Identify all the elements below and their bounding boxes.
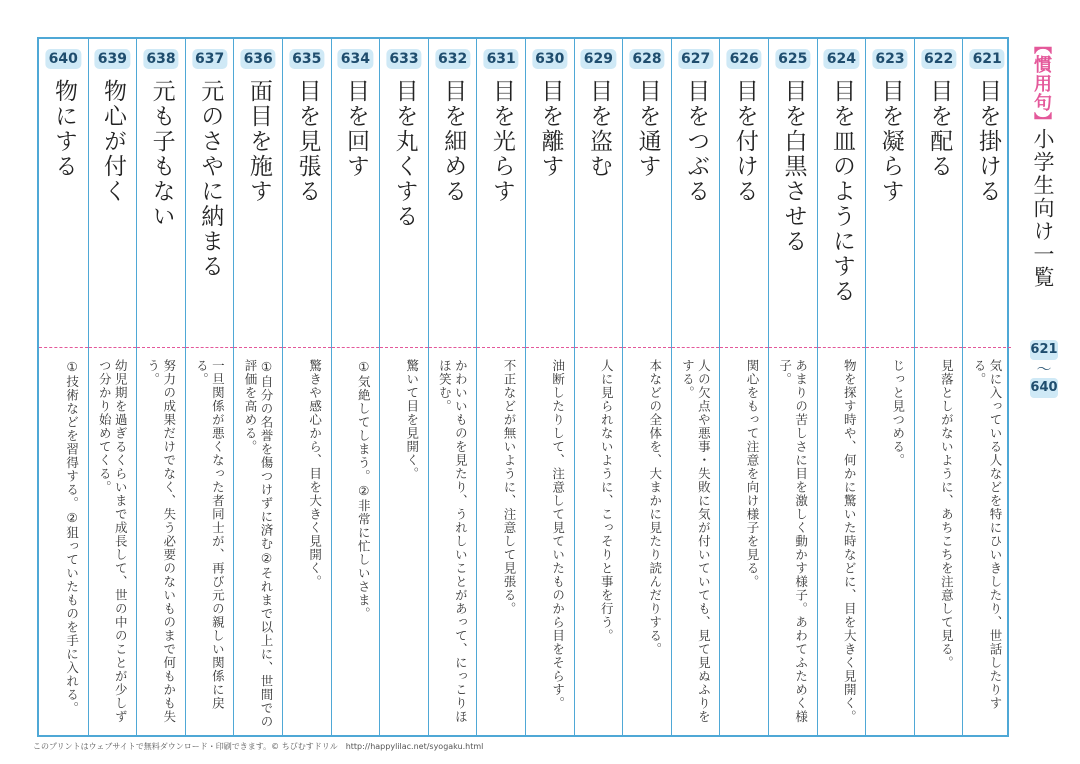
idiom-meaning: ①気絶してしまう。②非常に忙しいさま。 [356,359,372,621]
idiom-column [768,39,817,735]
idiom-number: 639 [95,49,130,69]
idiom-number: 635 [289,49,324,69]
idiom-column [331,39,380,735]
idiom-number: 625 [775,49,810,69]
idiom-number: 624 [824,49,859,69]
idiom-text: 物にする [50,79,77,179]
dashed-divider [283,347,331,348]
idiom-meaning: あまりの苦しさに目を激しく動かす様子。あわてふためく様子。 [777,359,809,724]
idiom-text: 目を回す [343,79,370,179]
idiom-number: 631 [484,49,519,69]
idiom-meaning: 関心をもって注意を向け様子を見る。 [744,359,760,589]
idiom-number: 629 [581,49,616,69]
idiom-column [622,39,671,735]
idiom-column [962,39,1011,735]
idiom-meaning: じっと見つめる。 [890,359,906,467]
dashed-divider [672,347,720,348]
idiom-column [185,39,234,735]
idiom-text: 面目を施す [245,79,272,204]
dashed-divider [89,347,137,348]
idiom-text: 物心が付く [100,79,127,204]
idiom-number: 630 [532,49,567,69]
idiom-column [865,39,914,735]
idiom-text: 目を盗む [586,79,613,179]
dashed-divider [866,347,914,348]
idiom-meaning: かわいいものを見たり、うれしいことがあって、にっこりほほ笑む。 [437,359,469,724]
idiom-meaning: 気に入っている人などを特にひいきしたり、世話したりする。 [971,359,1003,710]
category-tag: 【慣用句】 [1031,36,1052,131]
idiom-column [476,39,525,735]
idiom-number: 628 [629,49,664,69]
idiom-number: 622 [921,49,956,69]
idiom-column [379,39,428,735]
dashed-divider [429,347,477,348]
dashed-divider [963,347,1011,348]
idiom-number: 621 [970,49,1005,69]
idiom-text: 目をつぶる [683,79,710,204]
idiom-meaning: 幼児期を過ぎるくらいまで成長して、世の中のことが少しずつ分かり始めてくる。 [97,359,129,724]
idiom-column [817,39,866,735]
idiom-number: 634 [338,49,373,69]
idiom-column [136,39,185,735]
idiom-meaning: ①技術などを習得する。②狙っていたものを手に入れる。 [64,359,80,715]
idiom-meaning: 人に見られないように、こっそりと事を行う。 [599,359,615,643]
idiom-meaning: 不正などが無いように、注意して見張る。 [501,359,517,616]
idiom-column [671,39,720,735]
idiom-number: 633 [386,49,421,69]
idiom-text: 目を丸くする [391,79,418,229]
idiom-column [233,39,282,735]
idiom-text: 目を凝らす [877,79,904,204]
idiom-text: 目を付ける [731,79,758,204]
idiom-column [88,39,137,735]
idiom-meaning: 驚いて目を見開く。 [404,359,420,481]
idiom-number: 623 [872,49,907,69]
idiom-text: 目を配る [926,79,953,179]
idiom-text: 目を皿のようにする [829,79,856,304]
idiom-column [39,39,88,735]
range-end: 640 [1030,378,1058,398]
dashed-divider [380,347,428,348]
idiom-number: 636 [241,49,276,69]
idiom-meaning: ①自分の名誉を傷つけずに済む②それまで以上に、世間での評価を高める。 [242,359,274,729]
idiom-meaning: 油断したりして、注意して見ていたものから目をそらす。 [550,359,566,710]
footer-note: このプリントはウェブサイトで無料ダウンロード・印刷できます。© ちびむすドリル http://happylilac.net/syogaku.html [33,742,484,751]
dashed-divider [526,347,574,348]
dashed-divider [477,347,525,348]
idiom-text: 目を通す [634,79,661,179]
idiom-meaning: 人の欠点や悪事・失敗に気が付いていても、見て見ぬふりをする。 [680,359,712,724]
dashed-divider [332,347,380,348]
idiom-meaning: 見落としがないように、あちこちを注意して見る。 [939,359,955,670]
idiom-column [719,39,768,735]
idiom-number: 638 [143,49,178,69]
idiom-text: 目を白黒させる [780,79,807,254]
dashed-divider [39,347,88,348]
idiom-text: 目を掛ける [974,79,1001,204]
idiom-text: 目を光らす [488,79,515,204]
dashed-divider [720,347,768,348]
title-panel [1024,36,1068,436]
idiom-number: 640 [46,49,81,69]
dashed-divider [575,347,623,348]
dashed-divider [769,347,817,348]
idiom-meaning: 一旦関係が悪くなった者同士が、再び元の親しい関係に戻る。 [194,359,226,710]
idiom-text: 元も子もない [148,79,175,229]
number-range [1030,340,1058,398]
range-start: 621 [1030,340,1058,360]
idiom-number: 626 [727,49,762,69]
idiom-text: 元のさやに納まる [197,79,224,279]
idiom-column [574,39,623,735]
idiom-number: 637 [192,49,227,69]
idiom-number: 632 [435,49,470,69]
idiom-table [37,37,1009,737]
idiom-column [282,39,331,735]
dashed-divider [186,347,234,348]
dashed-divider [234,347,282,348]
idiom-number: 627 [678,49,713,69]
range-separator: ～ [1036,360,1052,378]
page-title: 小学生向け一覧 [1031,128,1055,289]
idiom-meaning: 努力の成果だけでなく、失う必要のないものまで何もかも失う。 [145,359,177,724]
idiom-text: 目を離す [537,79,564,179]
dashed-divider [137,347,185,348]
idiom-column [428,39,477,735]
dashed-divider [915,347,963,348]
dashed-divider [818,347,866,348]
idiom-text: 目を見張る [294,79,321,204]
idiom-meaning: 驚きや感心から、目を大きく見開く。 [307,359,323,589]
idiom-column [914,39,963,735]
idiom-text: 目を細める [440,79,467,204]
idiom-column [525,39,574,735]
dashed-divider [623,347,671,348]
idiom-meaning: 本などの全体を、大まかに見たり読んだりする。 [647,359,663,656]
idiom-meaning: 物を探す時や、何かに驚いた時などに、目を大きく見開く。 [842,359,858,724]
